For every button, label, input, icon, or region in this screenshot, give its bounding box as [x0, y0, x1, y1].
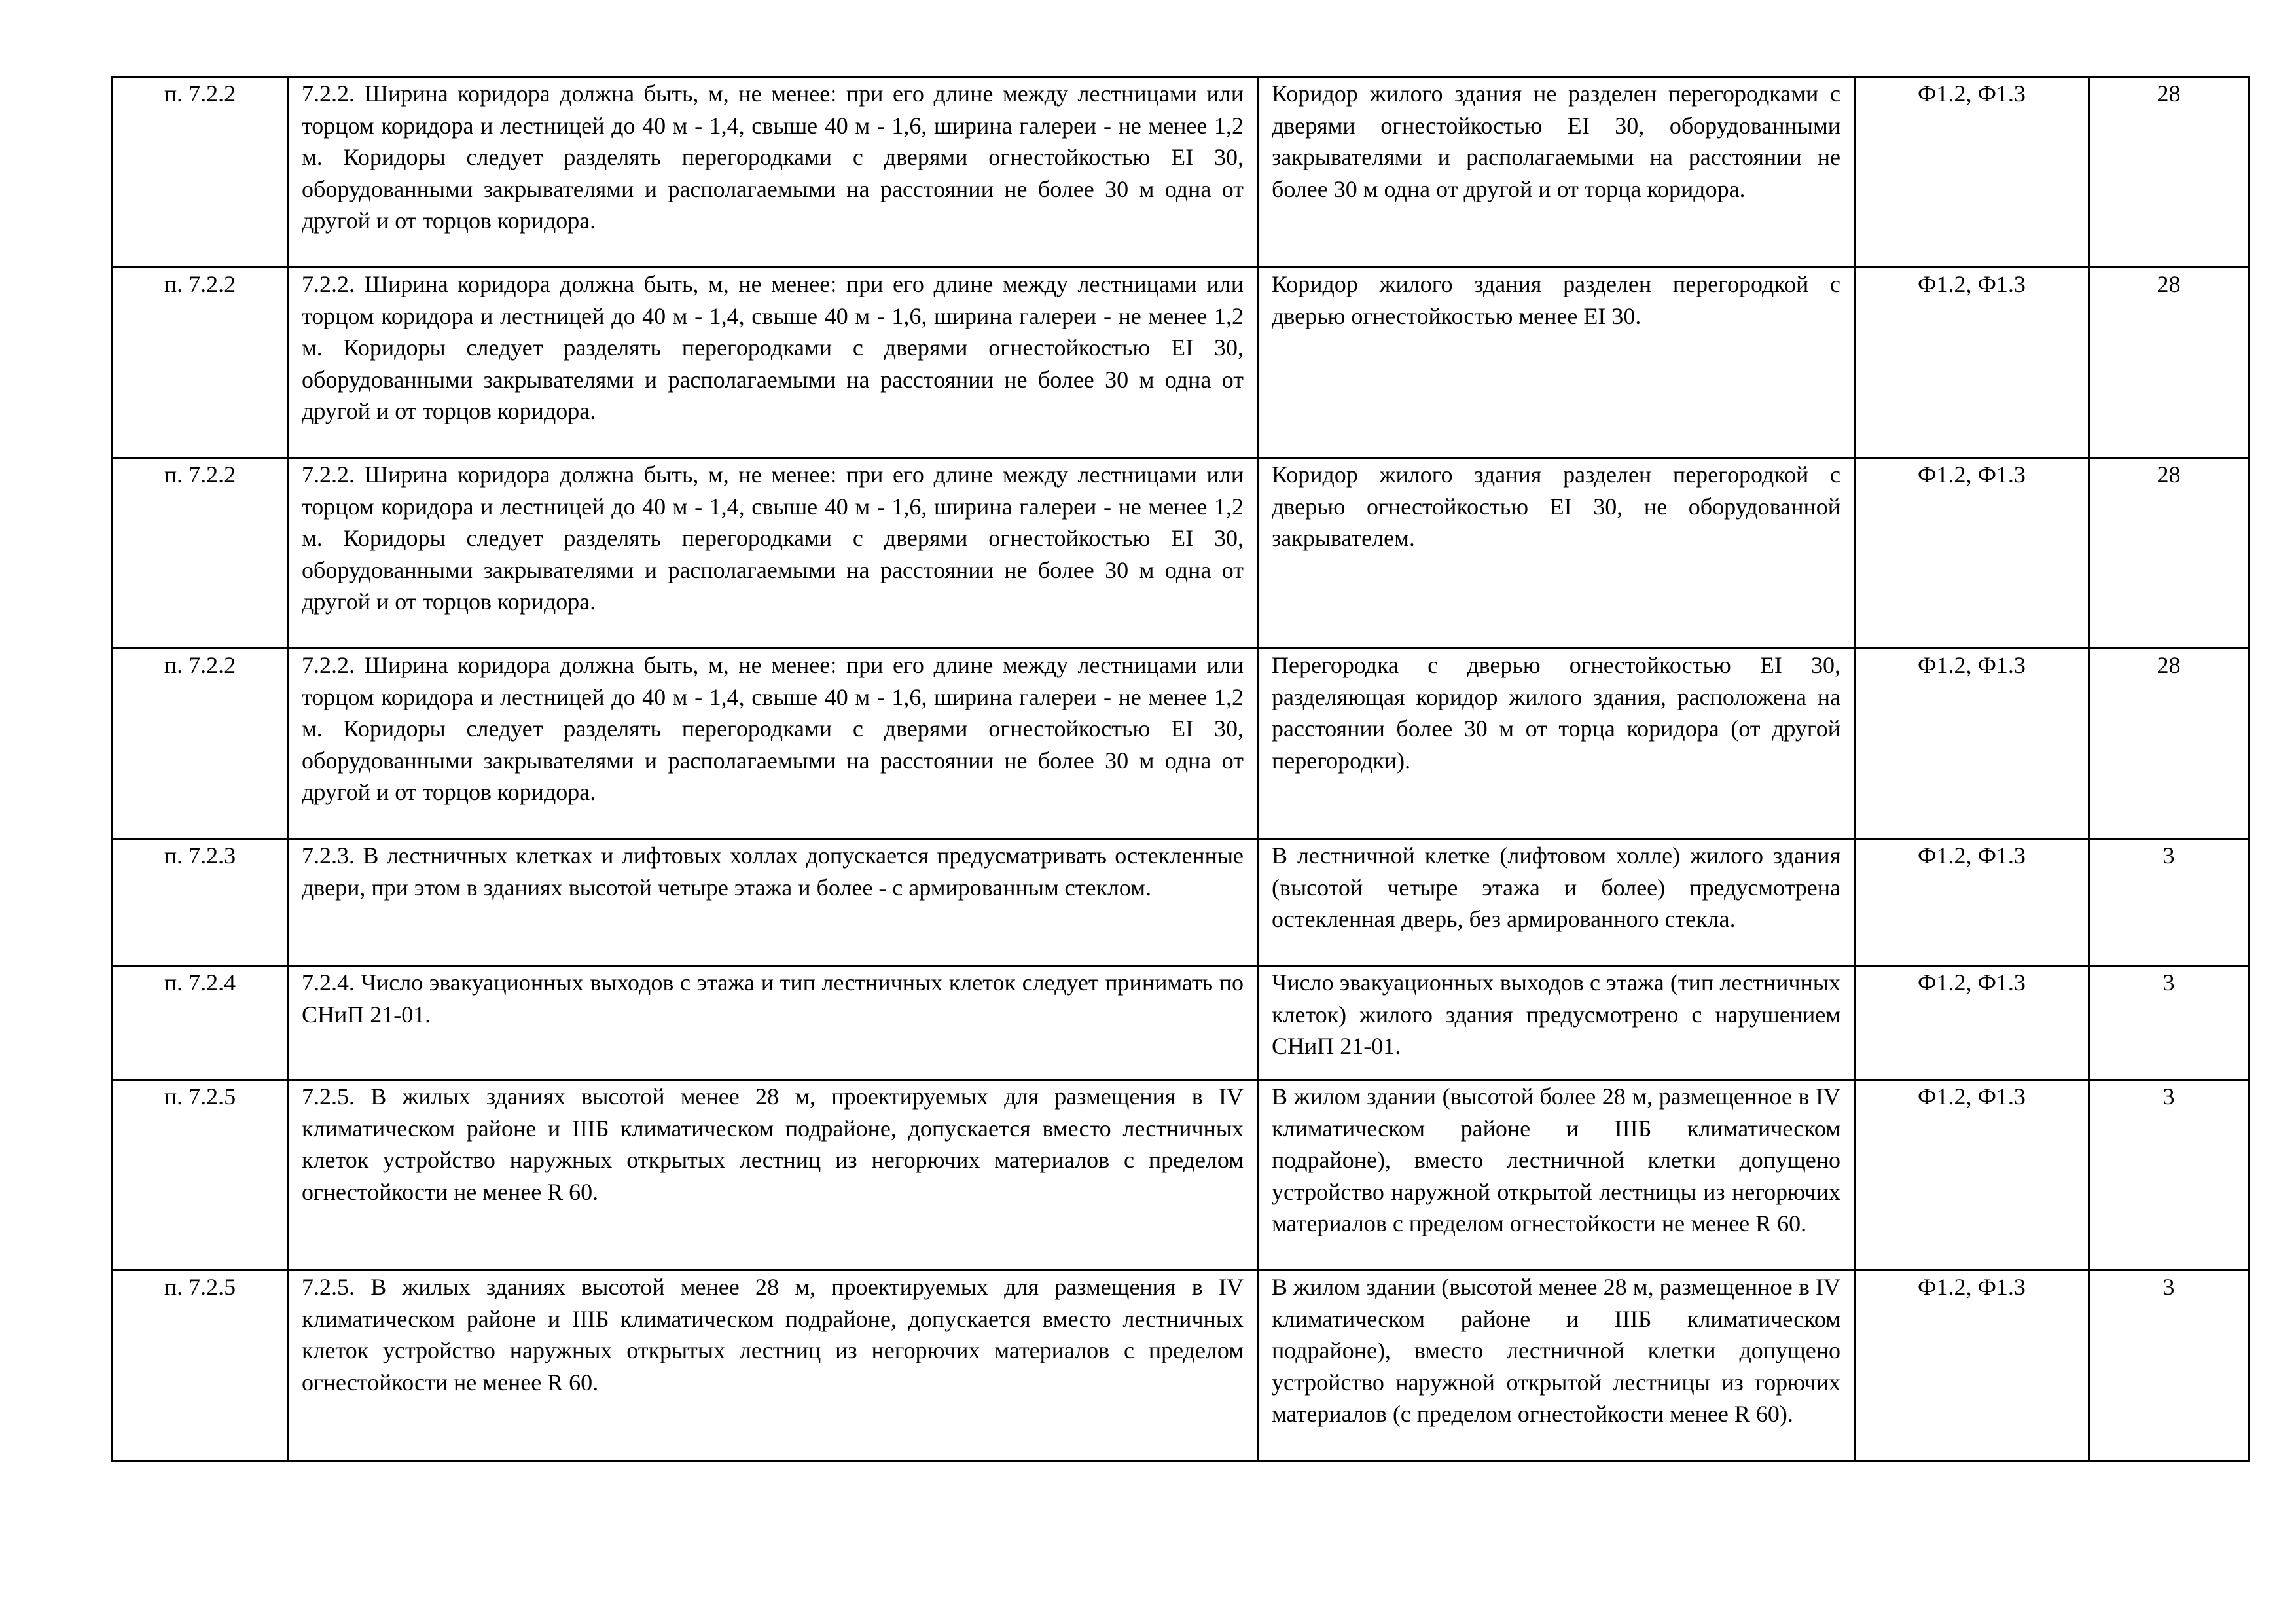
- table-row: [113, 458, 2249, 649]
- table-row: [113, 966, 2249, 1080]
- class-cell: Ф1.2, Ф1.3: [1855, 839, 2089, 966]
- table-row: [113, 1271, 2249, 1461]
- table-row: [113, 268, 2249, 458]
- class-cell: Ф1.2, Ф1.3: [1855, 966, 2089, 1080]
- requirement-cell: 7.2.5. В жилых зданиях высотой менее 28 м, проектируемых для размещения в IV климатическом районе и IIIБ климатическом подрайоне, допускается вместо лестничных клеток устройство наружных открытых лестниц из негорючих материалов с пределом огнестойкости не менее R 60.: [288, 1271, 1258, 1461]
- clause-cell: п. 7.2.2: [113, 458, 288, 649]
- requirement-cell: 7.2.2. Ширина коридора должна быть, м, не менее: при его длине между лестницами или торцом коридора и лестницей до 40 м - 1,4, свыше 40 м - 1,6, ширина галереи - не менее 1,2 м. Коридоры следует разделять перегородками с дверями огнестойкостью EI 30, оборудованными закрывателями и располагаемыми на расстоянии не более 30 м одна от другой и от торцов коридора.: [288, 649, 1258, 839]
- number-cell: 3: [2089, 1080, 2249, 1271]
- class-cell: Ф1.2, Ф1.3: [1855, 268, 2089, 458]
- class-cell: Ф1.2, Ф1.3: [1855, 1080, 2089, 1271]
- violation-cell: Коридор жилого здания разделен перегородкой с дверью огнестойкостью EI 30, не оборудованной закрывателем.: [1258, 458, 1855, 649]
- requirements-table: [111, 76, 2250, 1462]
- clause-cell: п. 7.2.5: [113, 1080, 288, 1271]
- violation-cell: Число эвакуационных выходов с этажа (тип лестничных клеток) жилого здания предусмотрено с нарушением СНиП 21-01.: [1258, 966, 1855, 1080]
- table-row: [113, 1080, 2249, 1271]
- number-cell: 28: [2089, 77, 2249, 268]
- clause-cell: п. 7.2.5: [113, 1271, 288, 1461]
- clause-cell: п. 7.2.2: [113, 649, 288, 839]
- requirement-cell: 7.2.2. Ширина коридора должна быть, м, не менее: при его длине между лестницами или торцом коридора и лестницей до 40 м - 1,4, свыше 40 м - 1,6, ширина галереи - не менее 1,2 м. Коридоры следует разделять перегородками с дверями огнестойкостью EI 30, оборудованными закрывателями и располагаемыми на расстоянии не более 30 м одна от другой и от торцов коридора.: [288, 268, 1258, 458]
- class-cell: Ф1.2, Ф1.3: [1855, 77, 2089, 268]
- requirement-cell: 7.2.5. В жилых зданиях высотой менее 28 м, проектируемых для размещения в IV климатическом районе и IIIБ климатическом подрайоне, допускается вместо лестничных клеток устройство наружных открытых лестниц из негорючих материалов с пределом огнестойкости не менее R 60.: [288, 1080, 1258, 1271]
- violation-cell: Перегородка с дверью огнестойкостью EI 30, разделяющая коридор жилого здания, расположена на расстоянии более 30 м от торца коридора (от другой перегородки).: [1258, 649, 1855, 839]
- table-row: [113, 839, 2249, 966]
- violation-cell: В жилом здании (высотой менее 28 м, размещенное в IV климатическом районе и IIIБ климатическом подрайоне), вместо лестничной клетки допущено устройство наружной открытой лестницы из горючих материалов (с пределом огнестойкости менее R 60).: [1258, 1271, 1855, 1461]
- clause-cell: п. 7.2.4: [113, 966, 288, 1080]
- class-cell: Ф1.2, Ф1.3: [1855, 649, 2089, 839]
- number-cell: 28: [2089, 649, 2249, 839]
- number-cell: 3: [2089, 966, 2249, 1080]
- violation-cell: В жилом здании (высотой более 28 м, размещенное в IV климатическом районе и IIIБ климатическом подрайоне), вместо лестничной клетки допущено устройство наружной открытой лестницы из негорючих материалов с пределом огнестойкости не менее R 60.: [1258, 1080, 1855, 1271]
- violation-cell: Коридор жилого здания разделен перегородкой с дверью огнестойкостью менее EI 30.: [1258, 268, 1855, 458]
- violation-cell: Коридор жилого здания не разделен перегородками с дверями огнестойкостью EI 30, оборудованными закрывателями и располагаемыми на расстоянии не более 30 м одна от другой и от торца коридора.: [1258, 77, 1855, 268]
- clause-cell: п. 7.2.3: [113, 839, 288, 966]
- class-cell: Ф1.2, Ф1.3: [1855, 458, 2089, 649]
- requirement-cell: 7.2.2. Ширина коридора должна быть, м, не менее: при его длине между лестницами или торцом коридора и лестницей до 40 м - 1,4, свыше 40 м - 1,6, ширина галереи - не менее 1,2 м. Коридоры следует разделять перегородками с дверями огнестойкостью EI 30, оборудованными закрывателями и располагаемыми на расстоянии не более 30 м одна от другой и от торцов коридора.: [288, 458, 1258, 649]
- number-cell: 3: [2089, 839, 2249, 966]
- number-cell: 3: [2089, 1271, 2249, 1461]
- number-cell: 28: [2089, 458, 2249, 649]
- clause-cell: п. 7.2.2: [113, 268, 288, 458]
- violation-cell: В лестничной клетке (лифтовом холле) жилого здания (высотой четыре этажа и более) предусмотрена остекленная дверь, без армированного стекла.: [1258, 839, 1855, 966]
- document-page: [111, 76, 2248, 1462]
- requirement-cell: 7.2.3. В лестничных клетках и лифтовых холлах допускается предусматривать остекленные двери, при этом в зданиях высотой четыре этажа и более - с армированным стеклом.: [288, 839, 1258, 966]
- class-cell: Ф1.2, Ф1.3: [1855, 1271, 2089, 1461]
- table-row: [113, 649, 2249, 839]
- table-row: [113, 77, 2249, 268]
- requirement-cell: 7.2.2. Ширина коридора должна быть, м, не менее: при его длине между лестницами или торцом коридора и лестницей до 40 м - 1,4, свыше 40 м - 1,6, ширина галереи - не менее 1,2 м. Коридоры следует разделять перегородками с дверями огнестойкостью EI 30, оборудованными закрывателями и располагаемыми на расстоянии не более 30 м одна от другой и от торцов коридора.: [288, 77, 1258, 268]
- clause-cell: п. 7.2.2: [113, 77, 288, 268]
- number-cell: 28: [2089, 268, 2249, 458]
- requirement-cell: 7.2.4. Число эвакуационных выходов с этажа и тип лестничных клеток следует принимать по СНиП 21-01.: [288, 966, 1258, 1080]
